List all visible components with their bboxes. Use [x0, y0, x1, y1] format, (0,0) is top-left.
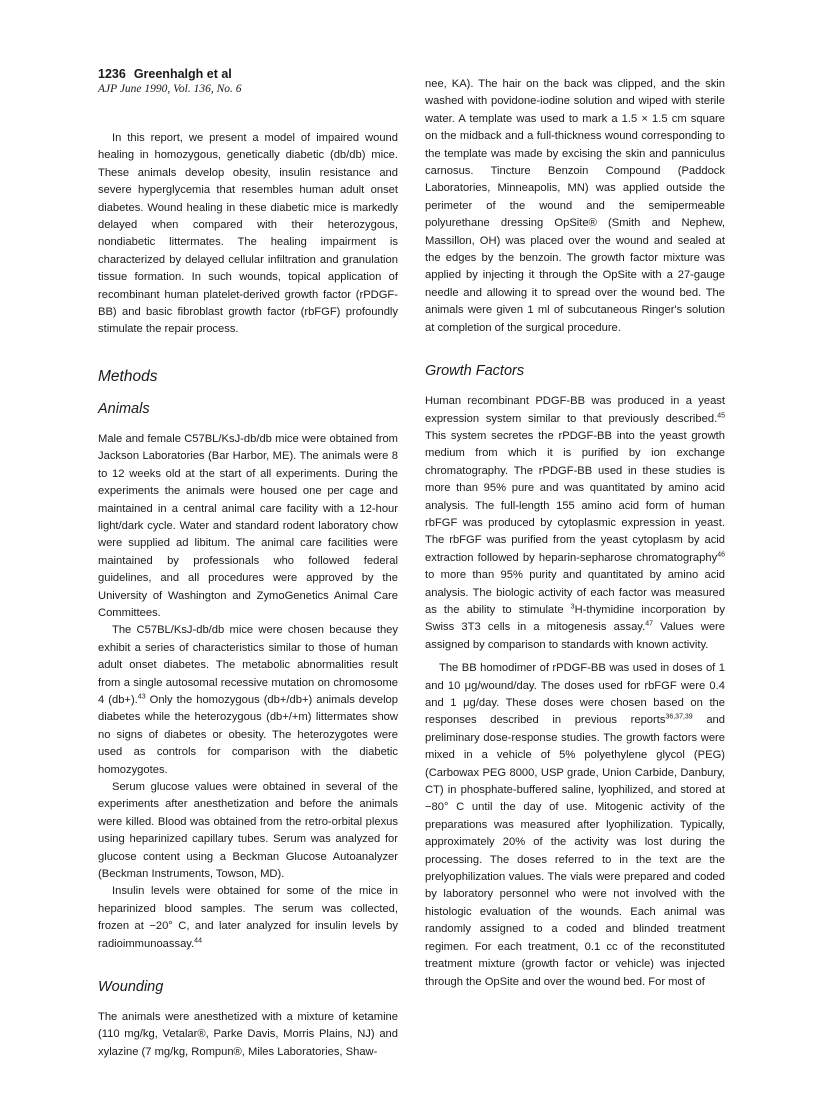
- citation-ref: 46: [717, 551, 725, 559]
- text-run: Human recombinant PDGF-BB was produced in a yeast expression system similar to that previously described.: [425, 395, 725, 425]
- methods-heading: Methods: [98, 367, 158, 385]
- journal-citation: AJP June 1990, Vol. 136, No. 6: [98, 83, 242, 95]
- animals-paragraph-3: Serum glucose values were obtained in several of the experiments after anesthetization and before the animals were killed. Blood was obtained from the retro-orbital plexus using heparinized capillary tubes. Serum was analyzed for glucose content using a Beckman Glucose Autoanalyzer (Beckman Instruments, Towson, MD).: [98, 781, 398, 881]
- animals-paragraph-2: [98, 622, 398, 779]
- text-run: to more than 95% purity and quantitated by amino acid analysis. The biologic activity of each factor was measured as the ability to stimulate: [425, 569, 725, 616]
- wounding-paragraph: The animals were anesthetized with a mixture of ketamine (110 mg/kg, Vetalar®, Parke Davis, Morris Plains, NJ) and xylazine (7 mg/kg, Rompun®, Miles Laboratories, Shaw-: [98, 1011, 398, 1058]
- text-run: and preliminary dose-response studies. The growth factors were mixed in a vehicle of 5% polyethylene glycol (PEG) (Carbowax PEG 8000, USP grade, Union Carbide, Danbury, CT) in phosphate-buffered saline, lyophilized, and stored at −80° C until the day of use. Mitogenic activity of the preparations was measured after lyophilization. Typically, approximately 20% of the activity was lost during the processing. The doses referred to in the text are the prelyophilization values. The vials were prepared and coded by laboratory personnel who were not involved with the histologic evaluation of the wounds. Each animal was randomly assigned to a coded and blinded treatment regimen. For each treatment, 0.1 cc of the reconstituted treatment mixture (growth factor or vehicle) was injected through the OpSite and over the wound bed. For most of: [425, 714, 725, 988]
- text-run: Insulin levels were obtained for some of the mice in heparinized blood samples. The serum was collected, frozen at −20° C, and later analyzed for insulin levels by radioimmunoassay.: [98, 885, 398, 950]
- growth-factors-heading: Growth Factors: [425, 363, 525, 380]
- citation-ref: 36,37,39: [665, 713, 693, 721]
- animals-heading: Animals: [98, 400, 150, 417]
- wounding-heading: Wounding: [98, 979, 164, 996]
- growth-paragraph-2: [425, 660, 725, 991]
- wounding-continued: nee, KA). The hair on the back was clipped, and the skin washed with povidone-iodine solution and wiped with sterile water. A template was used to mark a 1.5 × 1.5 cm square on the midback and a full-thickness wound corresponding to the template was made by excising the skin and panniculus carnosus. Tincture Benzoin Compound (Paddock Laboratories, Minneapolis, MN) was applied outside the perimeter of the wound and the semipermeable polyurethane dressing OpSite® (Smith and Nephew, Massillon, OH) was placed over the wound and sealed at the edges by the benzoin. The growth factor mixture was applied by injecting it through the OpSite with a 27-gauge needle and allowing it to spread over the wound bed. The animals were given 1 ml of subcutaneous Ringer's solution at completion of the surgical procedure.: [425, 78, 725, 334]
- left-column: [98, 130, 398, 1061]
- text-run: The C57BL/KsJ-db/db mice were chosen because they exhibit a series of characteristics similar to those of human adult onset diabetes. The metabolic abnormalities result from a single autosomal recessive mutation on chromosome 4 (db+).: [98, 624, 398, 706]
- citation-ref: 44: [194, 936, 202, 944]
- animals-paragraph-4: [98, 883, 398, 953]
- text-run: Values were assigned by comparison to standards with known activity.: [425, 621, 726, 651]
- text-run: This system secretes the rPDGF-BB into the yeast growth medium from which it is purified by ion exchange chromatography. The rPDGF-BB used in these studies is more than 95% pure and was quantitated by amino acid analysis. The full-length 155 amino acid form of human rbFGF was produced by cytoplasmic expression in yeast. The rbFGF was purified from the yeast cytoplasm by acid extraction followed by heparin-sepharose chromatography: [425, 429, 725, 564]
- header-authors: Greenhalgh et al: [133, 67, 232, 81]
- text-run: H-thymidine incorporation by Swiss 3T3 cells in a mitogenesis assay.: [425, 603, 725, 634]
- citation-ref: 47: [645, 620, 653, 628]
- growth-paragraph-1: [425, 393, 725, 654]
- intro-paragraph: In this report, we present a model of impaired wound healing in homozygous, genetically diabetic (db/db) mice. These animals develop obesity, insulin resistance and severe hyperglycemia that resembles human adult onset diabetes. Wound healing in these diabetic mice is markedly delayed when compared with their heterozygous, nondiabetic littermates. The healing impairment is characterized by delayed cellular infiltration and granulation tissue formation. In such wounds, topical application of recombinant human platelet-derived growth factor (rPDGF-BB) and basic fibroblast growth factor (rbFGF) profoundly stimulate the repair process.: [98, 132, 398, 336]
- isotope-superscript: 3: [570, 603, 575, 611]
- animals-paragraph-1: Male and female C57BL/KsJ-db/db mice were obtained from Jackson Laboratories (Bar Harbor, ME). The animals were 8 to 12 weeks old at the start of all experiments. During the experiments the animals were housed one per cage and maintained in a central animal care facility with a 12-hour light/dark cycle. Water and standard rodent laboratory chow were supplied ad libitum. The animal care facilities were maintained by professionals who followed federal guidelines, and all procedures were approved by the University of Washington and ZymoGenetics Animal Care Committees.: [98, 432, 398, 619]
- citation-ref: 45: [717, 411, 725, 419]
- right-column: [425, 76, 725, 991]
- citation-ref: 43: [137, 693, 146, 701]
- page-number: 1236: [98, 67, 126, 81]
- text-run: Only the homozygous (db+/db+) animals develop diabetes while the heterozygous (db+/+m) littermates show no signs of diabetes or obesity. The heterozygotes were used as controls for comparison with the diabetic homozygotes.: [98, 693, 399, 776]
- text-run: The BB homodimer of rPDGF-BB was used in doses of 1 and 10 μg/wound/day. The doses used for rbFGF were 0.4 and 1 μg/day. These doses were chosen based on the responses described in previous reports: [425, 662, 725, 727]
- running-header: [98, 66, 242, 97]
- header-line: [98, 66, 242, 82]
